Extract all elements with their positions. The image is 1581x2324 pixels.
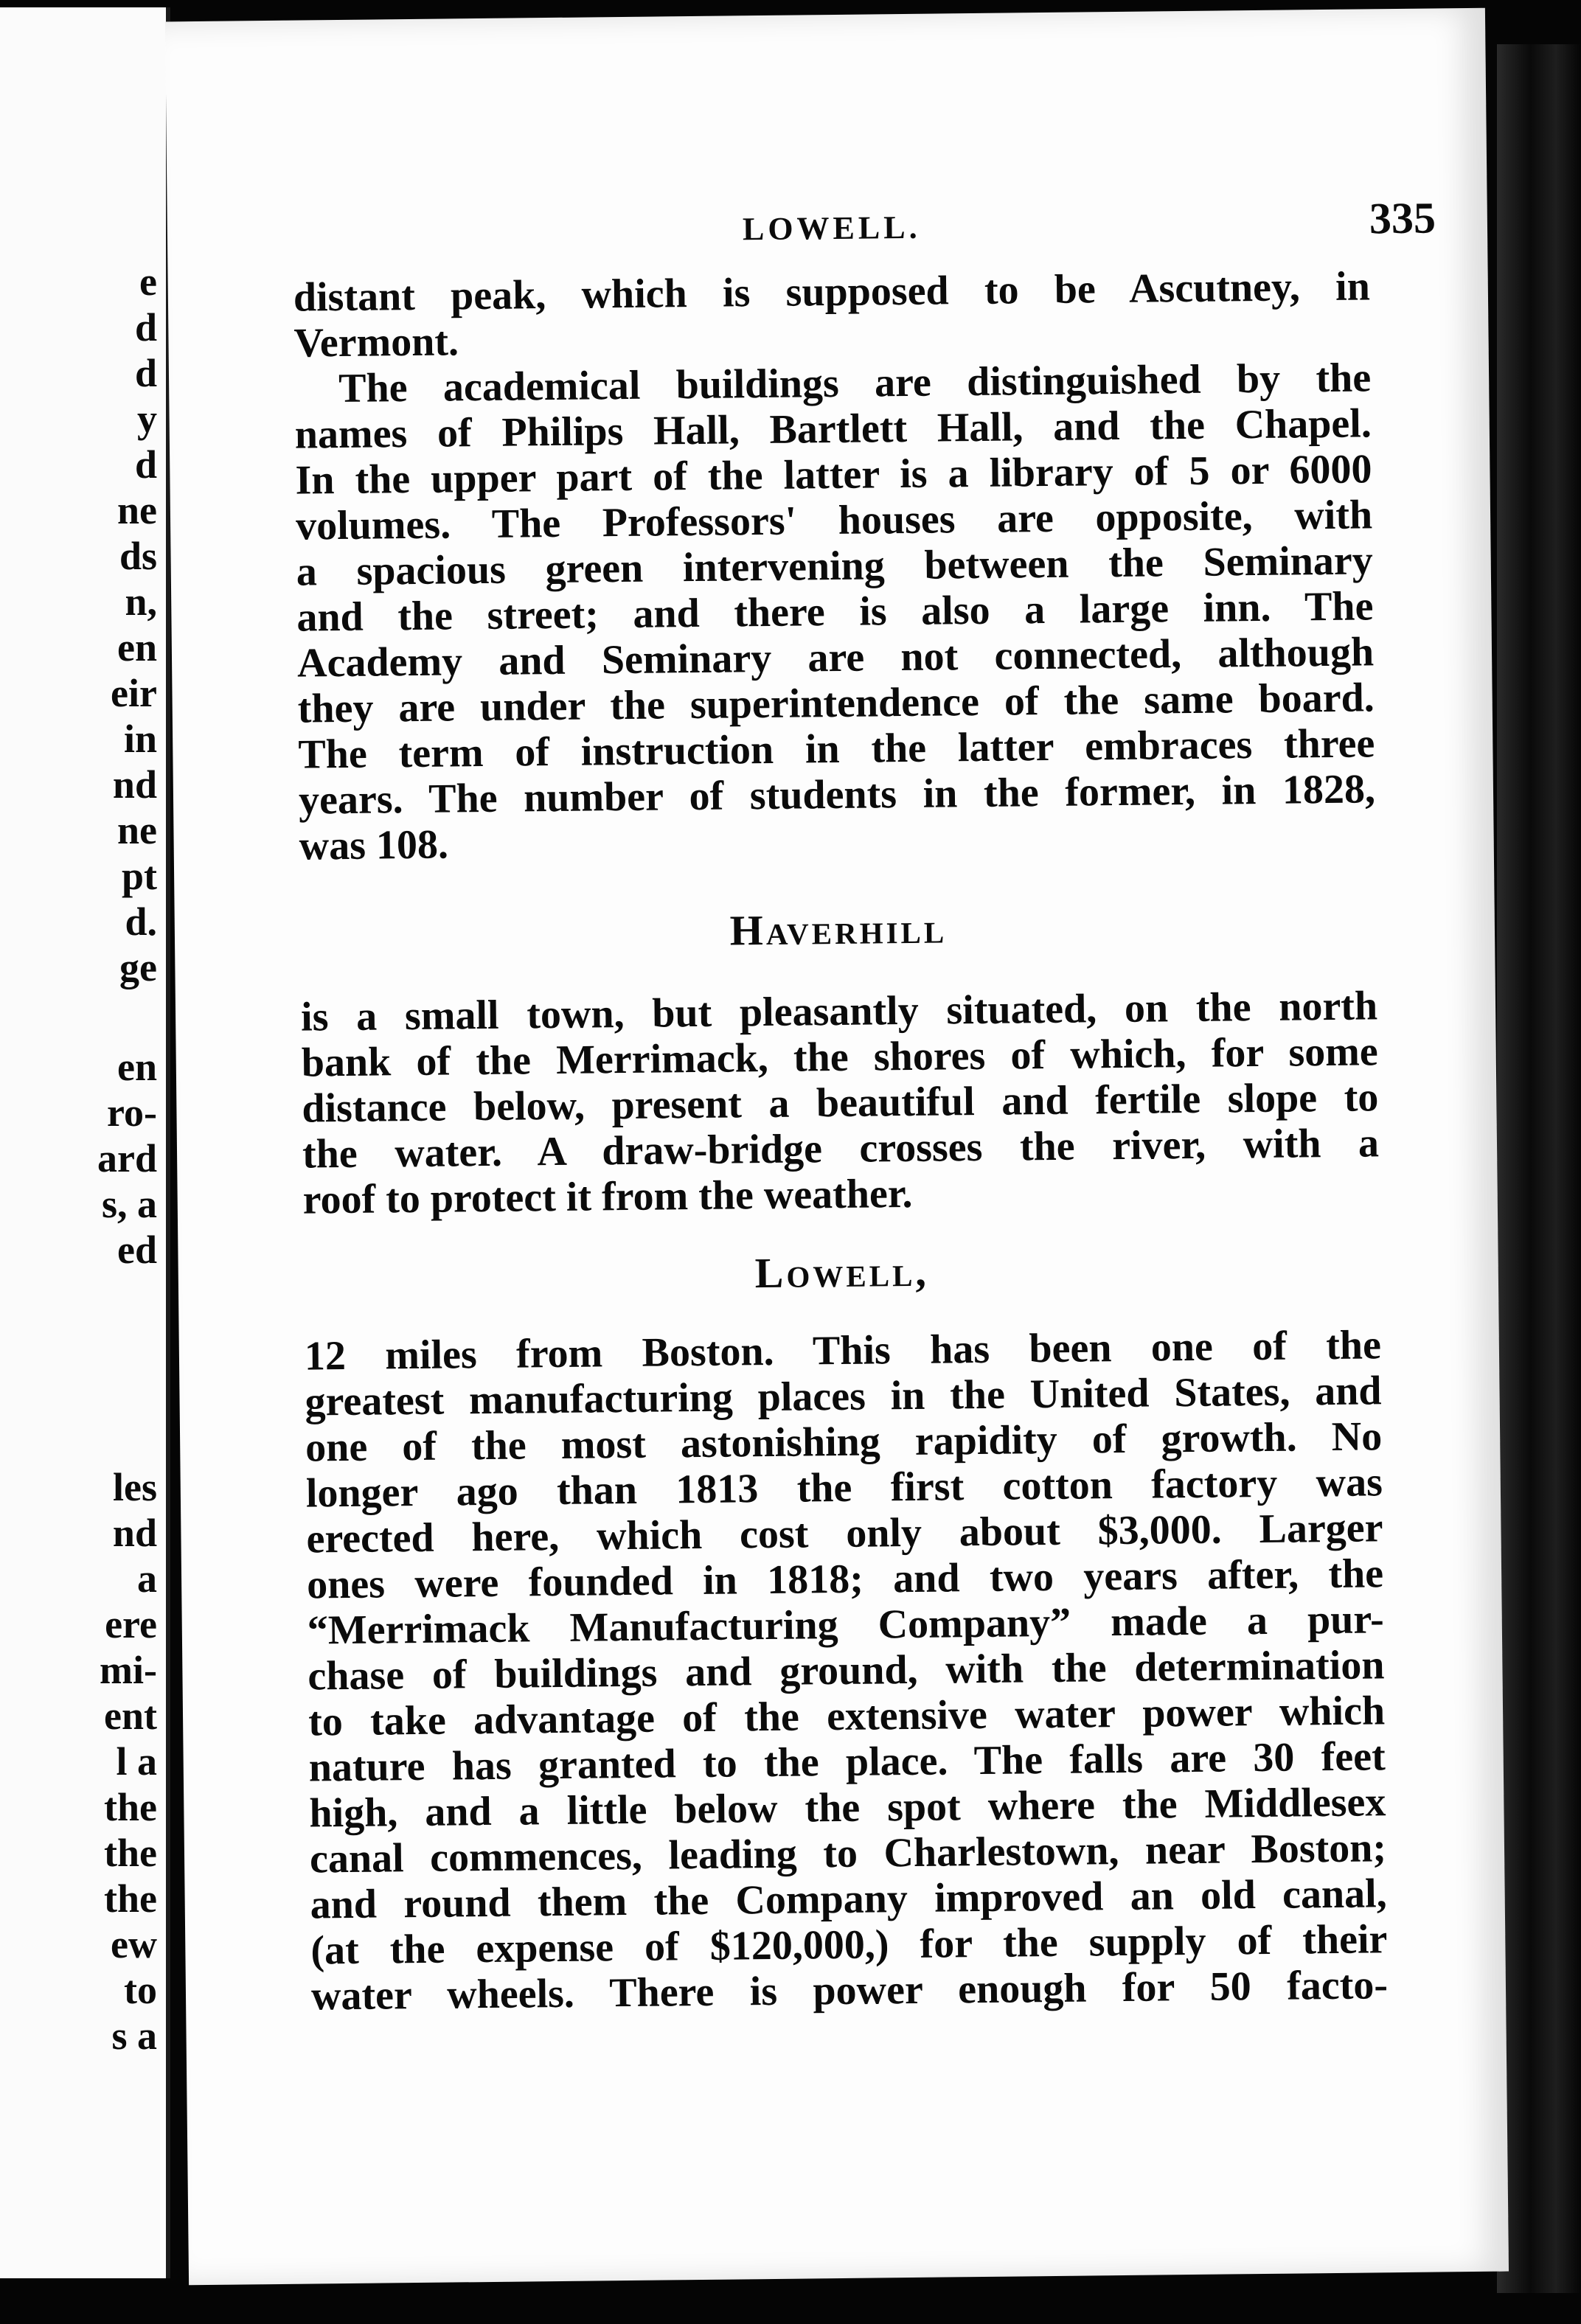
paragraph-andover-continued [293, 263, 1376, 869]
facing-page-line-fragment: en [117, 1045, 157, 1089]
facing-page-line-fragment: y [137, 397, 157, 441]
facing-page-line-fragment: l a [116, 1739, 157, 1784]
facing-page-line-fragment: les [113, 1465, 157, 1509]
facing-page-line-fragment: the [104, 1831, 157, 1875]
text-line: names of Philips Hall, Bartlett Hall, and the Chapel. [294, 400, 1372, 458]
facing-page-line-fragment: ne [117, 808, 157, 852]
facing-page-line-fragment: ge [119, 945, 157, 989]
text-line: longer ago than 1813 the first cotton factory was [305, 1459, 1383, 1517]
text-line: erected here, which cost only about $3,000. Larger [306, 1505, 1383, 1562]
facing-page-line-fragment: ds [119, 534, 157, 578]
text-line: and the street; and there is also a large inn. The [296, 583, 1374, 641]
text-line: ones were founded in 1818; and two years after, the [306, 1551, 1384, 1608]
facing-page-line-fragment: n, [125, 580, 157, 624]
text-line: distant peak, which is supposed to be Ascutney, in [293, 263, 1371, 321]
facing-page-line-fragment: the [104, 1876, 157, 1921]
running-title: LOWELL. [742, 209, 921, 248]
text-line: high, and a little below the spot where the Middlesex [309, 1779, 1386, 1837]
facing-page-line-fragment: ne [117, 488, 157, 532]
facing-page-line-fragment: in [123, 717, 157, 761]
text-line: to take advantage of the extensive water power which [307, 1688, 1386, 1745]
section-heading-haverhill: Haverhill [729, 904, 948, 955]
text-line: one of the most astonishing rapidity of growth. No [305, 1413, 1383, 1471]
facing-page-line-fragment: eir [111, 671, 157, 715]
text-line: The academical buildings are distinguished by the [338, 355, 1372, 412]
text-line: the water. A draw-bridge crosses the river, with a [302, 1120, 1380, 1177]
facing-page-line-fragment: ed [117, 1228, 157, 1272]
facing-page-line-fragment: s, a [101, 1182, 157, 1226]
facing-page-line-fragment: ere [105, 1602, 157, 1646]
text-line: (at the expense of $120,000,) for the supply of their [310, 1916, 1388, 1974]
facing-page-line-fragment: nd [112, 1511, 157, 1555]
facing-page-line-fragment: the [104, 1785, 157, 1829]
text-line: In the upper part of the latter is a library of 5 or 6000 [295, 446, 1372, 504]
book-page [165, 8, 1509, 2286]
text-line: Vermont. [293, 319, 459, 366]
facing-page-line-fragment: d [134, 305, 157, 349]
facing-page-line-fragment: mi- [100, 1648, 157, 1692]
text-line: “Merrimack Manufacturing Company” made a pur- [307, 1596, 1385, 1654]
facing-page-line-fragment: s a [111, 2014, 157, 2058]
text-line: distance below, present a beautiful and fertile slope to [302, 1074, 1379, 1132]
text-line: nature has granted to the place. The falls are 30 feet [308, 1733, 1386, 1791]
facing-page-line-fragment: d. [125, 900, 157, 944]
text-line: is a small town, but pleasantly situated, on the north [300, 983, 1378, 1040]
text-line: and round them the Company improved an old canal, [310, 1871, 1387, 1928]
facing-page-line-fragment: d [134, 442, 157, 487]
facing-page-line-fragment: a [137, 1556, 157, 1601]
facing-page-line-fragment: d [134, 351, 157, 395]
text-line: volumes. The Professors' houses are opposite, with [295, 492, 1373, 549]
text-line: 12 miles from Boston. This has been one of the [304, 1322, 1382, 1380]
text-line: bank of the Merrimack, the shores of which, for some [301, 1029, 1379, 1086]
text-line: was 108. [299, 821, 449, 869]
paragraph-haverhill [301, 983, 1380, 1222]
text-line: greatest manufacturing places in the United States, and [305, 1368, 1382, 1425]
body-text [293, 263, 1389, 2019]
facing-page-line-fragment: ent [104, 1694, 157, 1738]
paragraph-lowell [305, 1322, 1389, 2019]
facing-page-fragment [0, 7, 170, 2278]
text-line: they are under the superintendence of the same board. [297, 675, 1375, 732]
facing-page-line-fragment: to [124, 1968, 157, 2012]
text-line: a spacious green intervening between the Seminary [296, 537, 1374, 595]
facing-page-line-fragment: ro- [107, 1090, 157, 1135]
facing-page-line-fragment: en [117, 625, 157, 669]
text-line: canal commences, leading to Charlestown, near Boston; [309, 1825, 1387, 1882]
text-line: roof to protect it from the weather. [302, 1170, 913, 1223]
text-line: The term of instruction in the latter embraces three [298, 720, 1375, 778]
book-edge [1497, 44, 1581, 2293]
text-line: water wheels. There is power enough for 50 facto- [310, 1962, 1389, 2019]
facing-page-line-fragment: pt [121, 854, 157, 898]
text-line: chase of buildings and ground, with the determination [307, 1642, 1385, 1699]
facing-page-line-fragment: e [139, 260, 157, 304]
facing-page-line-fragment: ard [97, 1136, 157, 1180]
page-number: 335 [1369, 193, 1436, 243]
text-line: Academy and Seminary are not connected, although [296, 629, 1375, 686]
text-line: years. The number of students in the former, in 1828, [298, 766, 1376, 824]
facing-page-line-fragment: ew [111, 1922, 157, 1966]
running-head [167, 192, 1488, 258]
facing-page-line-fragment: nd [112, 762, 157, 807]
section-heading-lowell: Lowell, [754, 1247, 930, 1298]
